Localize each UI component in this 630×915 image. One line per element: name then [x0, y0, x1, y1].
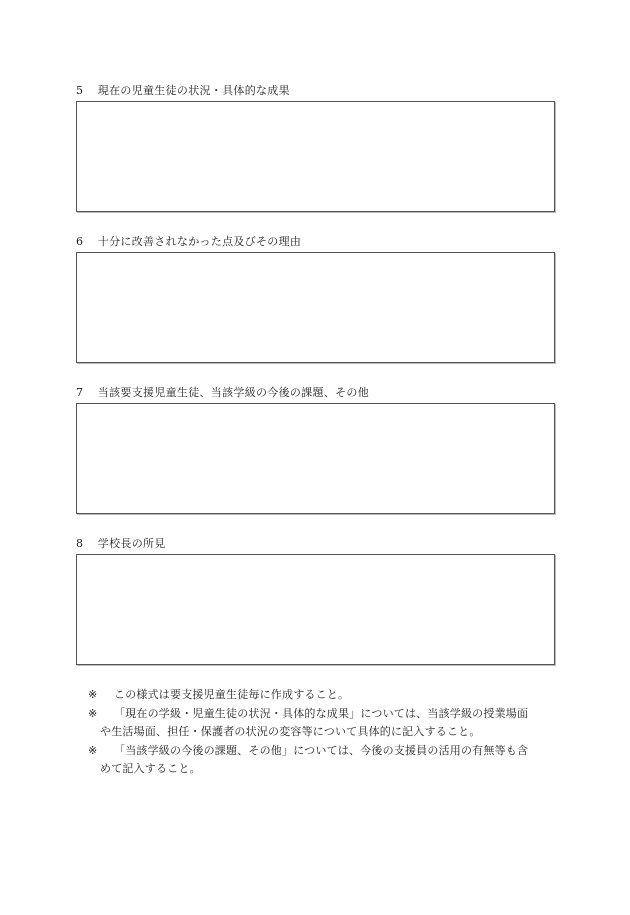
- section-number: 7: [76, 386, 84, 399]
- section-title: 学校長の所見: [97, 537, 166, 550]
- section-title: 当該要支援児童生徒、当該学級の今後の課題、その他: [97, 386, 369, 399]
- answer-box-current-status[interactable]: [76, 101, 555, 212]
- reference-mark-icon: ※: [88, 706, 98, 720]
- section-number: 8: [76, 537, 84, 550]
- section-title: 十分に改善されなかった点及びその理由: [97, 235, 302, 248]
- note-line: この様式は要支援児童生徒毎に作成すること。: [114, 688, 350, 701]
- note-item: [88, 686, 558, 705]
- note-item: [88, 742, 558, 779]
- notes-list: [88, 686, 558, 779]
- reference-mark-icon: ※: [88, 743, 98, 757]
- reference-mark-icon: ※: [88, 688, 98, 701]
- answer-box-future-issues[interactable]: [76, 403, 555, 514]
- note-line-continued: や生活場面、担任・保護者の状況の変容等について具体的に記入すること。: [100, 725, 481, 738]
- section-title: 現在の児童生徒の状況・具体的な成果: [97, 84, 290, 97]
- answer-box-unimproved-points[interactable]: [76, 252, 555, 363]
- section-heading-5: [76, 84, 290, 98]
- note-item: [88, 705, 558, 742]
- note-line: 「現在の学級・児童生徒の状況・具体的な成果」については、当該学級の授業場面: [114, 706, 529, 720]
- section-heading-6: [76, 235, 301, 249]
- note-line: 「当該学級の今後の課題、その他」については、今後の支援員の活用の有無等も含: [114, 743, 529, 757]
- note-text: [100, 742, 558, 779]
- note-text: [114, 686, 558, 705]
- note-line-continued: めて記入すること。: [100, 762, 201, 775]
- section-heading-8: [76, 537, 166, 551]
- section-heading-7: [76, 386, 369, 400]
- note-text: [100, 705, 558, 742]
- answer-box-principal-opinion[interactable]: [76, 554, 555, 665]
- section-number: 5: [76, 84, 84, 97]
- section-number: 6: [76, 235, 84, 248]
